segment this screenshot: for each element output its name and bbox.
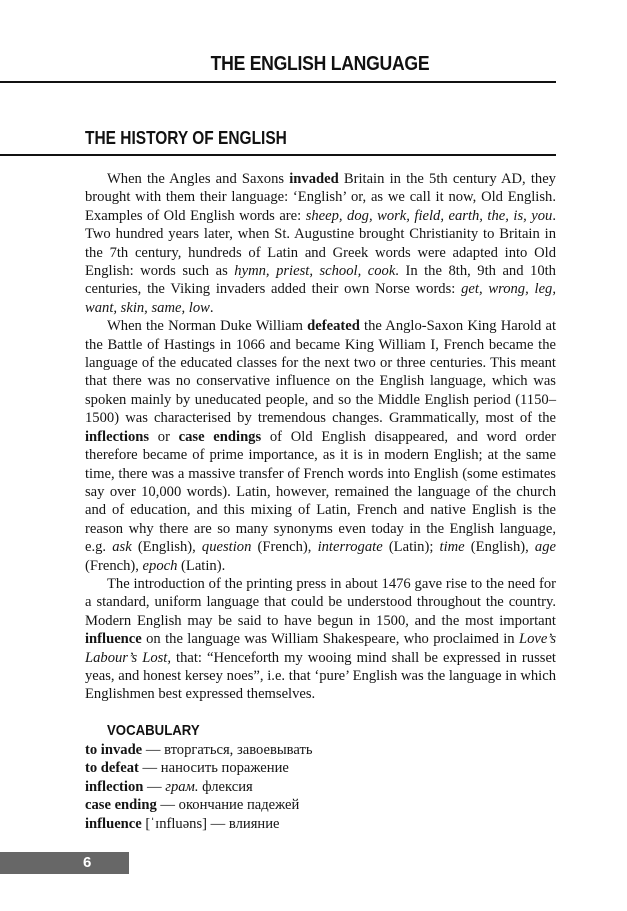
chapter-title: THE ENGLISH LANGUAGE xyxy=(210,53,430,75)
italic-example: question xyxy=(201,539,252,556)
section-rule xyxy=(0,154,556,156)
vocabulary-item xyxy=(85,741,485,759)
bold-term: influence xyxy=(85,631,142,648)
section-title: THE HISTORY OF ENGLISH xyxy=(85,128,287,148)
page-number-box xyxy=(0,852,129,874)
italic-example: epoch xyxy=(142,557,178,574)
vocab-dash: — xyxy=(143,778,166,795)
vocabulary-item xyxy=(85,796,485,814)
vocab-term: case ending xyxy=(85,797,157,814)
vocab-term: inflection xyxy=(85,778,144,795)
vocab-term: to defeat xyxy=(85,760,139,777)
paragraph: The introduction of the printing press in about 1476 gave rise to the need for a standard, uniform language that could be understood throughout the country. Modern English may be said to have begun in 1500, and the most important influence on the language was William Shakespeare, who proclaimed in Love’s Labour’s Lost, that: “Henceforth my wooing mind shall be expressed in russet yeas, and honest kersey noes”, i.e. that ‘pure’ English was the language in which Englishmen best expressed themselves. xyxy=(85,575,556,703)
chapter-rule xyxy=(0,81,556,83)
vocab-dash: [ˈɪnfluəns] — xyxy=(141,815,229,832)
italic-example: ask xyxy=(112,539,132,556)
vocabulary-item xyxy=(85,759,485,777)
bold-term: inflections xyxy=(85,428,150,445)
italic-example: Love’s Labour’s Lost, xyxy=(85,631,556,666)
vocab-translation: вторгаться, завоевывать xyxy=(164,742,313,758)
vocab-dash: — xyxy=(138,760,161,777)
vocab-translation: окончание падежей xyxy=(178,797,300,814)
vocabulary-item xyxy=(85,778,485,796)
vocab-term: to invade xyxy=(85,742,143,758)
italic-example: get, wrong, leg, want, skin, same, low xyxy=(85,281,556,316)
bold-term: defeated xyxy=(307,318,360,335)
vocabulary-title: VOCABULARY xyxy=(107,722,200,739)
paragraph: When the Angles and Saxons invaded Britain in the 5th century AD, they brought with them their language: ‘English’ or, as we call it now, Old English. Examples of Old English words are: sheep, dog, work, field, earth, the, is, you. Two hundred years later, when St. Augustine brought Christianity to Britain in the 7th century, hundreds of Latin and Greek words were adapted into Old English: words such as hymn, priest, school, cook. In the 8th, 9th and 10th centuries, the Viking invaders added their own Norse words: get, wrong, leg, want, skin, same, low. xyxy=(85,171,557,316)
italic-example: interrogate xyxy=(317,539,383,556)
page-number: 6 xyxy=(83,854,92,871)
bold-term: case endings xyxy=(178,428,262,445)
vocab-translation: влияние xyxy=(228,815,280,832)
vocab-note: грам. xyxy=(165,778,199,795)
italic-example: age xyxy=(534,539,556,556)
vocab-translation: флексия xyxy=(198,778,253,795)
paragraph: When the Norman Duke William defeated the Anglo-Saxon King Harold at the Battle of Hastings in 1066 and became King William I, French became the language of the educated classes for the next two or three centuries. This meant that there was no conservative influence on the English language, which was spoken mainly by uneducated people, and so the Middle English period (1150–1500) was characterised by tremendous changes. Grammatically, most of the inflections or case endings of Old English disappeared, and word order therefore became of prime importance, as it is in modern English; at the same time, there was a massive transfer of French words into English (some estimates say over 10,000 words). Latin, however, remained the language of the church and of education, and this mixing of Latin, French and native English is the reason why there are so many synonyms even today in the English language, e.g. ask (English), question (French), interrogate (Latin); time (English), age (French), epoch (Latin). xyxy=(85,318,557,574)
vocab-dash: — xyxy=(142,742,165,758)
vocab-dash: — xyxy=(156,797,179,814)
vocabulary-list xyxy=(85,741,485,833)
italic-example: hymn, priest, school, cook xyxy=(234,263,396,280)
vocab-term: influence xyxy=(85,815,142,832)
italic-example: time xyxy=(439,539,465,556)
bold-term: invaded xyxy=(289,171,339,187)
vocab-translation: наносить поражение xyxy=(160,760,289,777)
vocabulary-item xyxy=(85,815,485,833)
article-body xyxy=(85,170,556,704)
italic-example: sheep, dog, work, field, earth, the, is, you xyxy=(305,207,553,224)
